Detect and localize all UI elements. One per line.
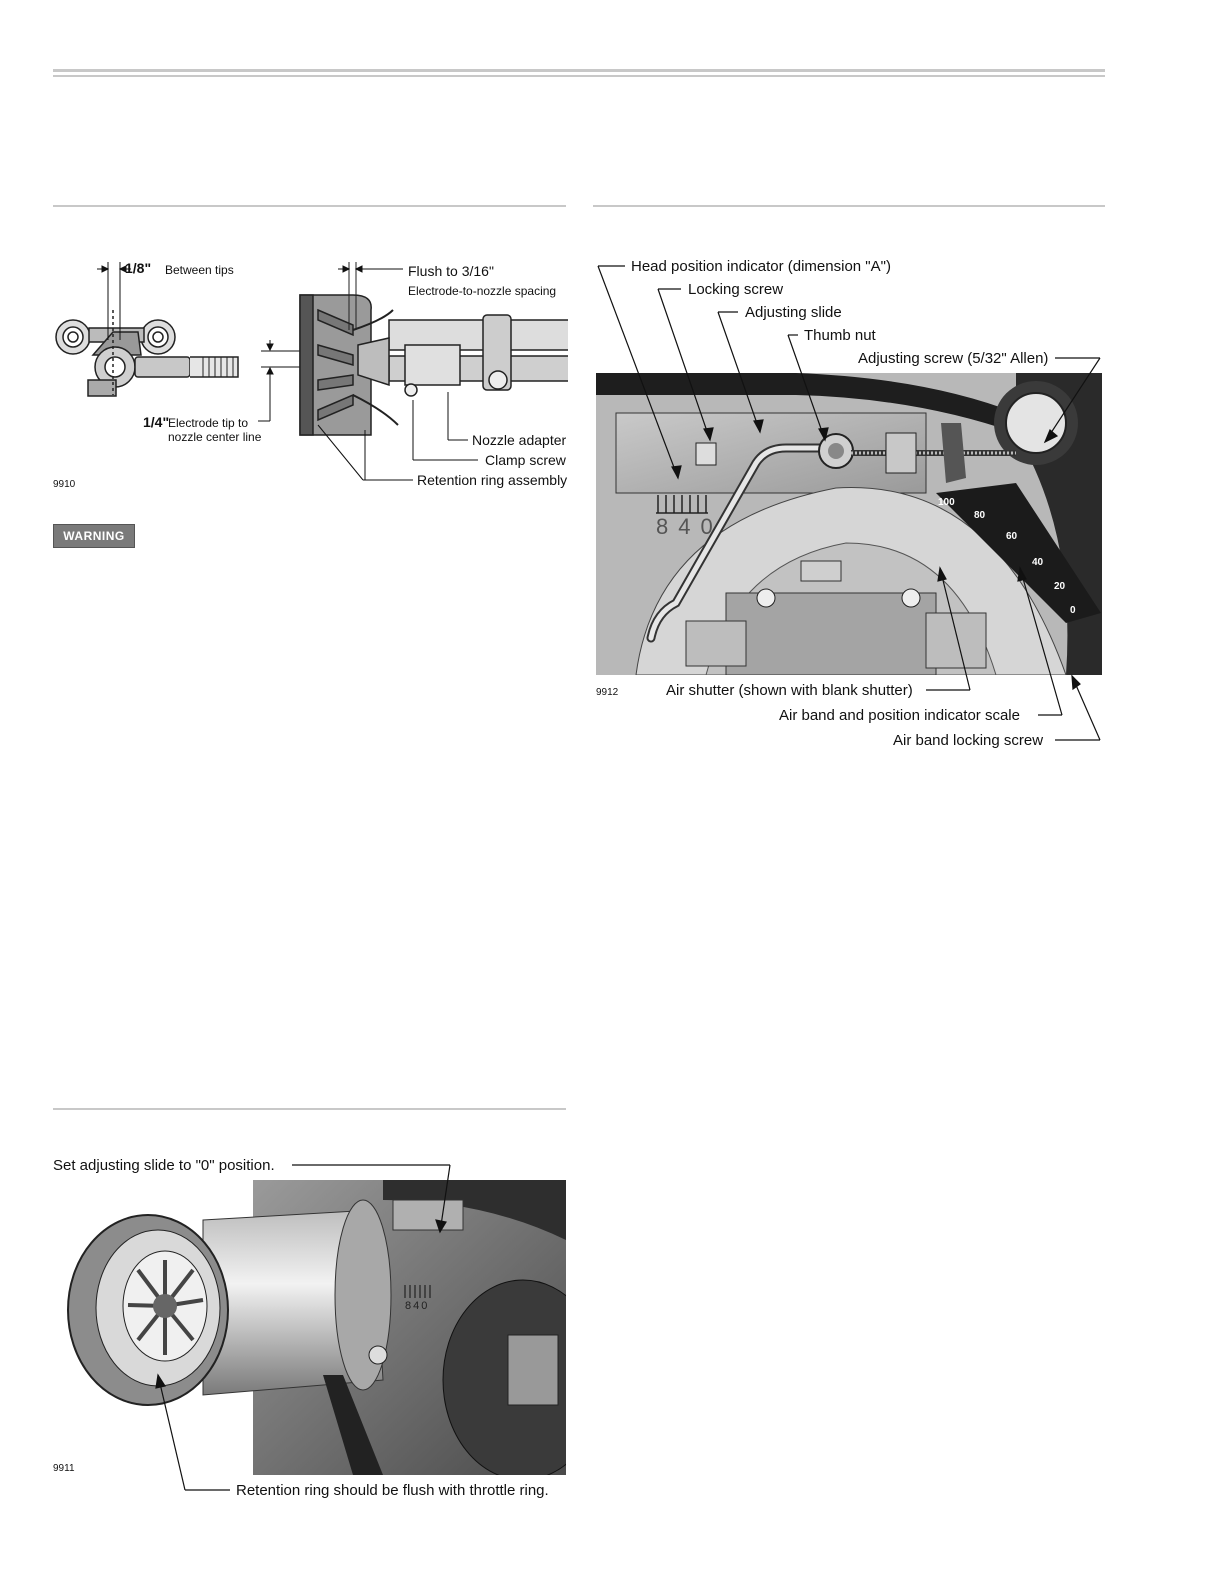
tip-value: 1/4"	[143, 414, 170, 430]
air-scale-0: 0	[1070, 605, 1076, 616]
figure-id-9912: 9912	[596, 687, 619, 698]
tip-label-line2: nozzle center line	[168, 430, 262, 444]
adjusting-slide-label: Adjusting slide	[745, 304, 842, 321]
air-scale-60: 60	[1006, 531, 1018, 542]
tip-label-line1: Electrode tip to	[168, 416, 249, 430]
air-scale-20: 20	[1054, 581, 1066, 592]
air-band-locking-label: Air band locking screw	[893, 732, 1044, 749]
air-scale-80: 80	[974, 510, 986, 521]
clamp-screw-label: Clamp screw	[485, 452, 566, 468]
nozzle-adapter-label: Nozzle adapter	[472, 432, 567, 448]
head-scale-digits: 840	[656, 514, 723, 539]
set-slide-label: Set adjusting slide to "0" position.	[53, 1157, 275, 1174]
thumb-nut-label: Thumb nut	[804, 327, 876, 344]
between-tips-label: Between tips	[165, 263, 234, 277]
between-tips-value: 1/8"	[125, 260, 152, 276]
air-band-scale-label: Air band and position indicator scale	[779, 707, 1020, 724]
air-scale-40: 40	[1032, 557, 1044, 568]
retention-flush-label: Retention ring should be flush with throttle ring.	[236, 1482, 549, 1499]
retention-ring-label: Retention ring assembly	[417, 472, 568, 488]
air-scale-100: 100	[938, 497, 955, 508]
adjusting-screw-label: Adjusting screw (5/32" Allen)	[858, 350, 1049, 367]
slide-scale-digits: 840	[405, 1300, 430, 1312]
figure-id-9910: 9910	[53, 479, 76, 490]
spacing-label: Electrode-to-nozzle spacing	[408, 284, 557, 298]
head-position-label: Head position indicator (dimension "A")	[631, 258, 891, 275]
figure-id-9911: 9911	[53, 1463, 75, 1474]
air-shutter-label: Air shutter (shown with blank shutter)	[666, 682, 913, 699]
warning-badge: WARNING	[53, 524, 135, 548]
flush-label: Flush to 3/16"	[408, 263, 494, 279]
locking-screw-label: Locking screw	[688, 281, 784, 298]
